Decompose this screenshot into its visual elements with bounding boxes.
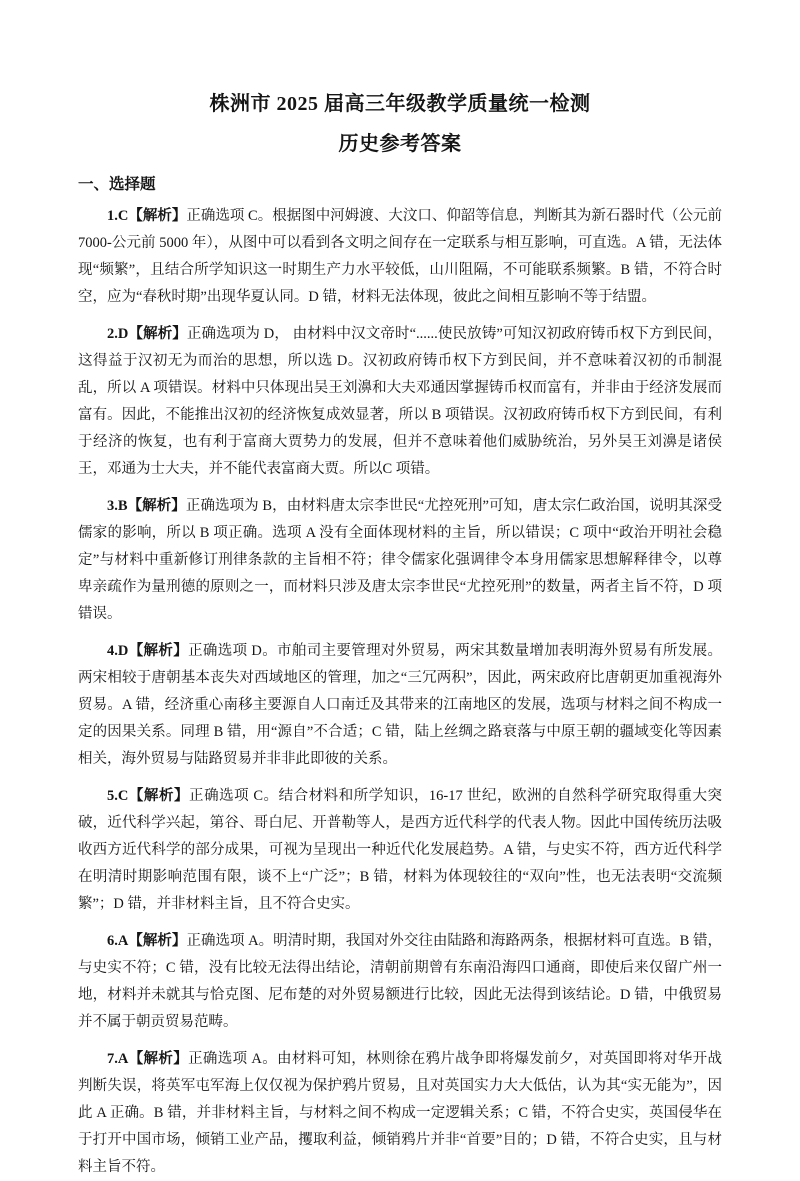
answer-item-1 <box>78 203 722 311</box>
answer-explanation-text: 正确选项 D。市舶司主要管理对外贸易，两宋其数量增加表明海外贸易有所发展。两宋相较于唐朝基本丧失对西域地区的管理，加之“三冗两积”，因此，两宋政府比唐朝更加重视海外贸易。A 错，经济重心南移主要源自人口南迁及其带来的江南地区的发展，选项与材料之间不构成一定的因果关系。同理 B 错，用“源自”不合适；C 错，陆上丝绸之路衰落与中原王朝的疆域变化等因素相关，海外贸易与陆路贸易并非非此即彼的关系。 <box>78 643 722 767</box>
answer-explanation-text: 正确选项为 B，由材料唐太宗李世民“尤控死刑”可知，唐太宗仁政治国，说明其深受儒家的影响，所以 B 项正确。选项 A 没有全面体现材料的主旨，所以错误；C 项中“政治开明社会稳定”与材料中重新修订刑律条款的主旨相不符；律令儒家化强调律令本身用儒家思想解释律令，以尊卑亲疏作为量刑德的原则之一，而材料只涉及唐太宗李世民“尤控死刑”的数量，两者主旨不符，D 项错误。 <box>78 498 722 622</box>
answer-lead: 3.B【解析】 <box>107 498 186 514</box>
answer-lead: 4.D【解析】 <box>107 643 189 659</box>
page-title: 株洲市 2025 届高三年级教学质量统一检测 <box>209 93 591 115</box>
section-heading-multiple-choice: 一、选择题 <box>78 176 156 193</box>
answer-explanation-text: 正确选项 C。根据图中河姆渡、大汶口、仰韶等信息，判断其为新石器时代（公元前 7000-公元前 5000 年），从图中可以看到各文明之间存在一定联系与相互影响，可直选。A 错，无法体现“频繁”，且结合所学知识这一时期生产力水平较低，山川阻隔，不可能联系频繁。B 错，不符合时空，应为“春秋时期”出现华夏认同。D 错，材料无法体现，彼此之间相互影响不等于结盟。 <box>78 208 722 305</box>
answer-item-3 <box>78 493 722 628</box>
answer-lead: 7.A【解析】 <box>107 1051 189 1067</box>
page-subtitle: 历史参考答案 <box>338 133 462 155</box>
answer-explanation-text: 正确选项 A。由材料可知，林则徐在鸦片战争即将爆发前夕，对英国即将对华开战判断失误，将英军屯军海上仅仅视为保护鸦片贸易，且对英国实力大大低估，认为其“实无能为”，因此 A 正确。B 错，并非材料主旨，与材料之间不构成一定逻辑关系；C 错，不符合史实，英国侵华在于打开中国市场，倾销工业产品，攫取利益，倾销鸦片并非“首要”目的；D 错，不符合史实，且与材料主旨不符。 <box>78 1051 722 1175</box>
answer-item-6 <box>78 928 722 1036</box>
answer-item-5 <box>78 783 722 918</box>
answer-explanation-text: 正确选项 A。明清时期，我国对外交往由陆路和海路两条，根据材料可直选。B 错，与史实不符；C 错，没有比较无法得出结论，清朝前期曾有东南沿海四口通商，即使后来仅留广州一地，材料并未就其与恰克图、尼布楚的对外贸易额进行比较，因此无法得到该结论。D 错，中俄贸易并不属于朝贡贸易范畴。 <box>78 933 722 1030</box>
answer-explanation-text: 正确选项 C。结合材料和所学知识，16-17 世纪，欧洲的自然科学研究取得重大突破，近代科学兴起，第谷、哥白尼、开普勒等人，是西方近代科学的代表人物。因此中国传统历法吸收西方近代科学的部分成果，可视为呈现出一种近代化发展趋势。A 错，与史实不符，西方近代科学在明清时期影响范围有限，谈不上“广泛”；B 错，材料为体现较往的“双向”性，也无法表明“交流频繁”；D 错，并非材料主旨，且不符合史实。 <box>78 788 722 912</box>
answer-lead: 5.C【解析】 <box>107 788 190 804</box>
answer-explanation-text: 正确选项为 D， 由材料中汉文帝时“......使民放铸”可知汉初政府铸币权下方到民间，这得益于汉初无为而治的思想，所以选 D。汉初政府铸币权下方到民间，并不意味着汉初的币制混乱，所以 A 项错误。材料中只体现出吴王刘濞和大夫邓通因掌握铸币权而富有，并非由于经济发展而富有。因此，不能推出汉初的经济恢复成效显著，所以 B 项错误。汉初政府铸币权下方到民间，有利于经济的恢复，也有利于富商大贾势力的发展，但并不意味着他们威胁统治，另外吴王刘濞是诸侯王，邓通为士大夫，并不能代表富商大贾。所以C 项错。 <box>78 326 722 477</box>
answer-item-2 <box>78 321 722 483</box>
answer-lead: 2.D【解析】 <box>107 326 187 342</box>
answer-lead: 1.C【解析】 <box>107 208 187 224</box>
answer-item-7 <box>78 1046 722 1181</box>
answer-lead: 6.A【解析】 <box>107 933 187 949</box>
answer-item-4 <box>78 638 722 773</box>
